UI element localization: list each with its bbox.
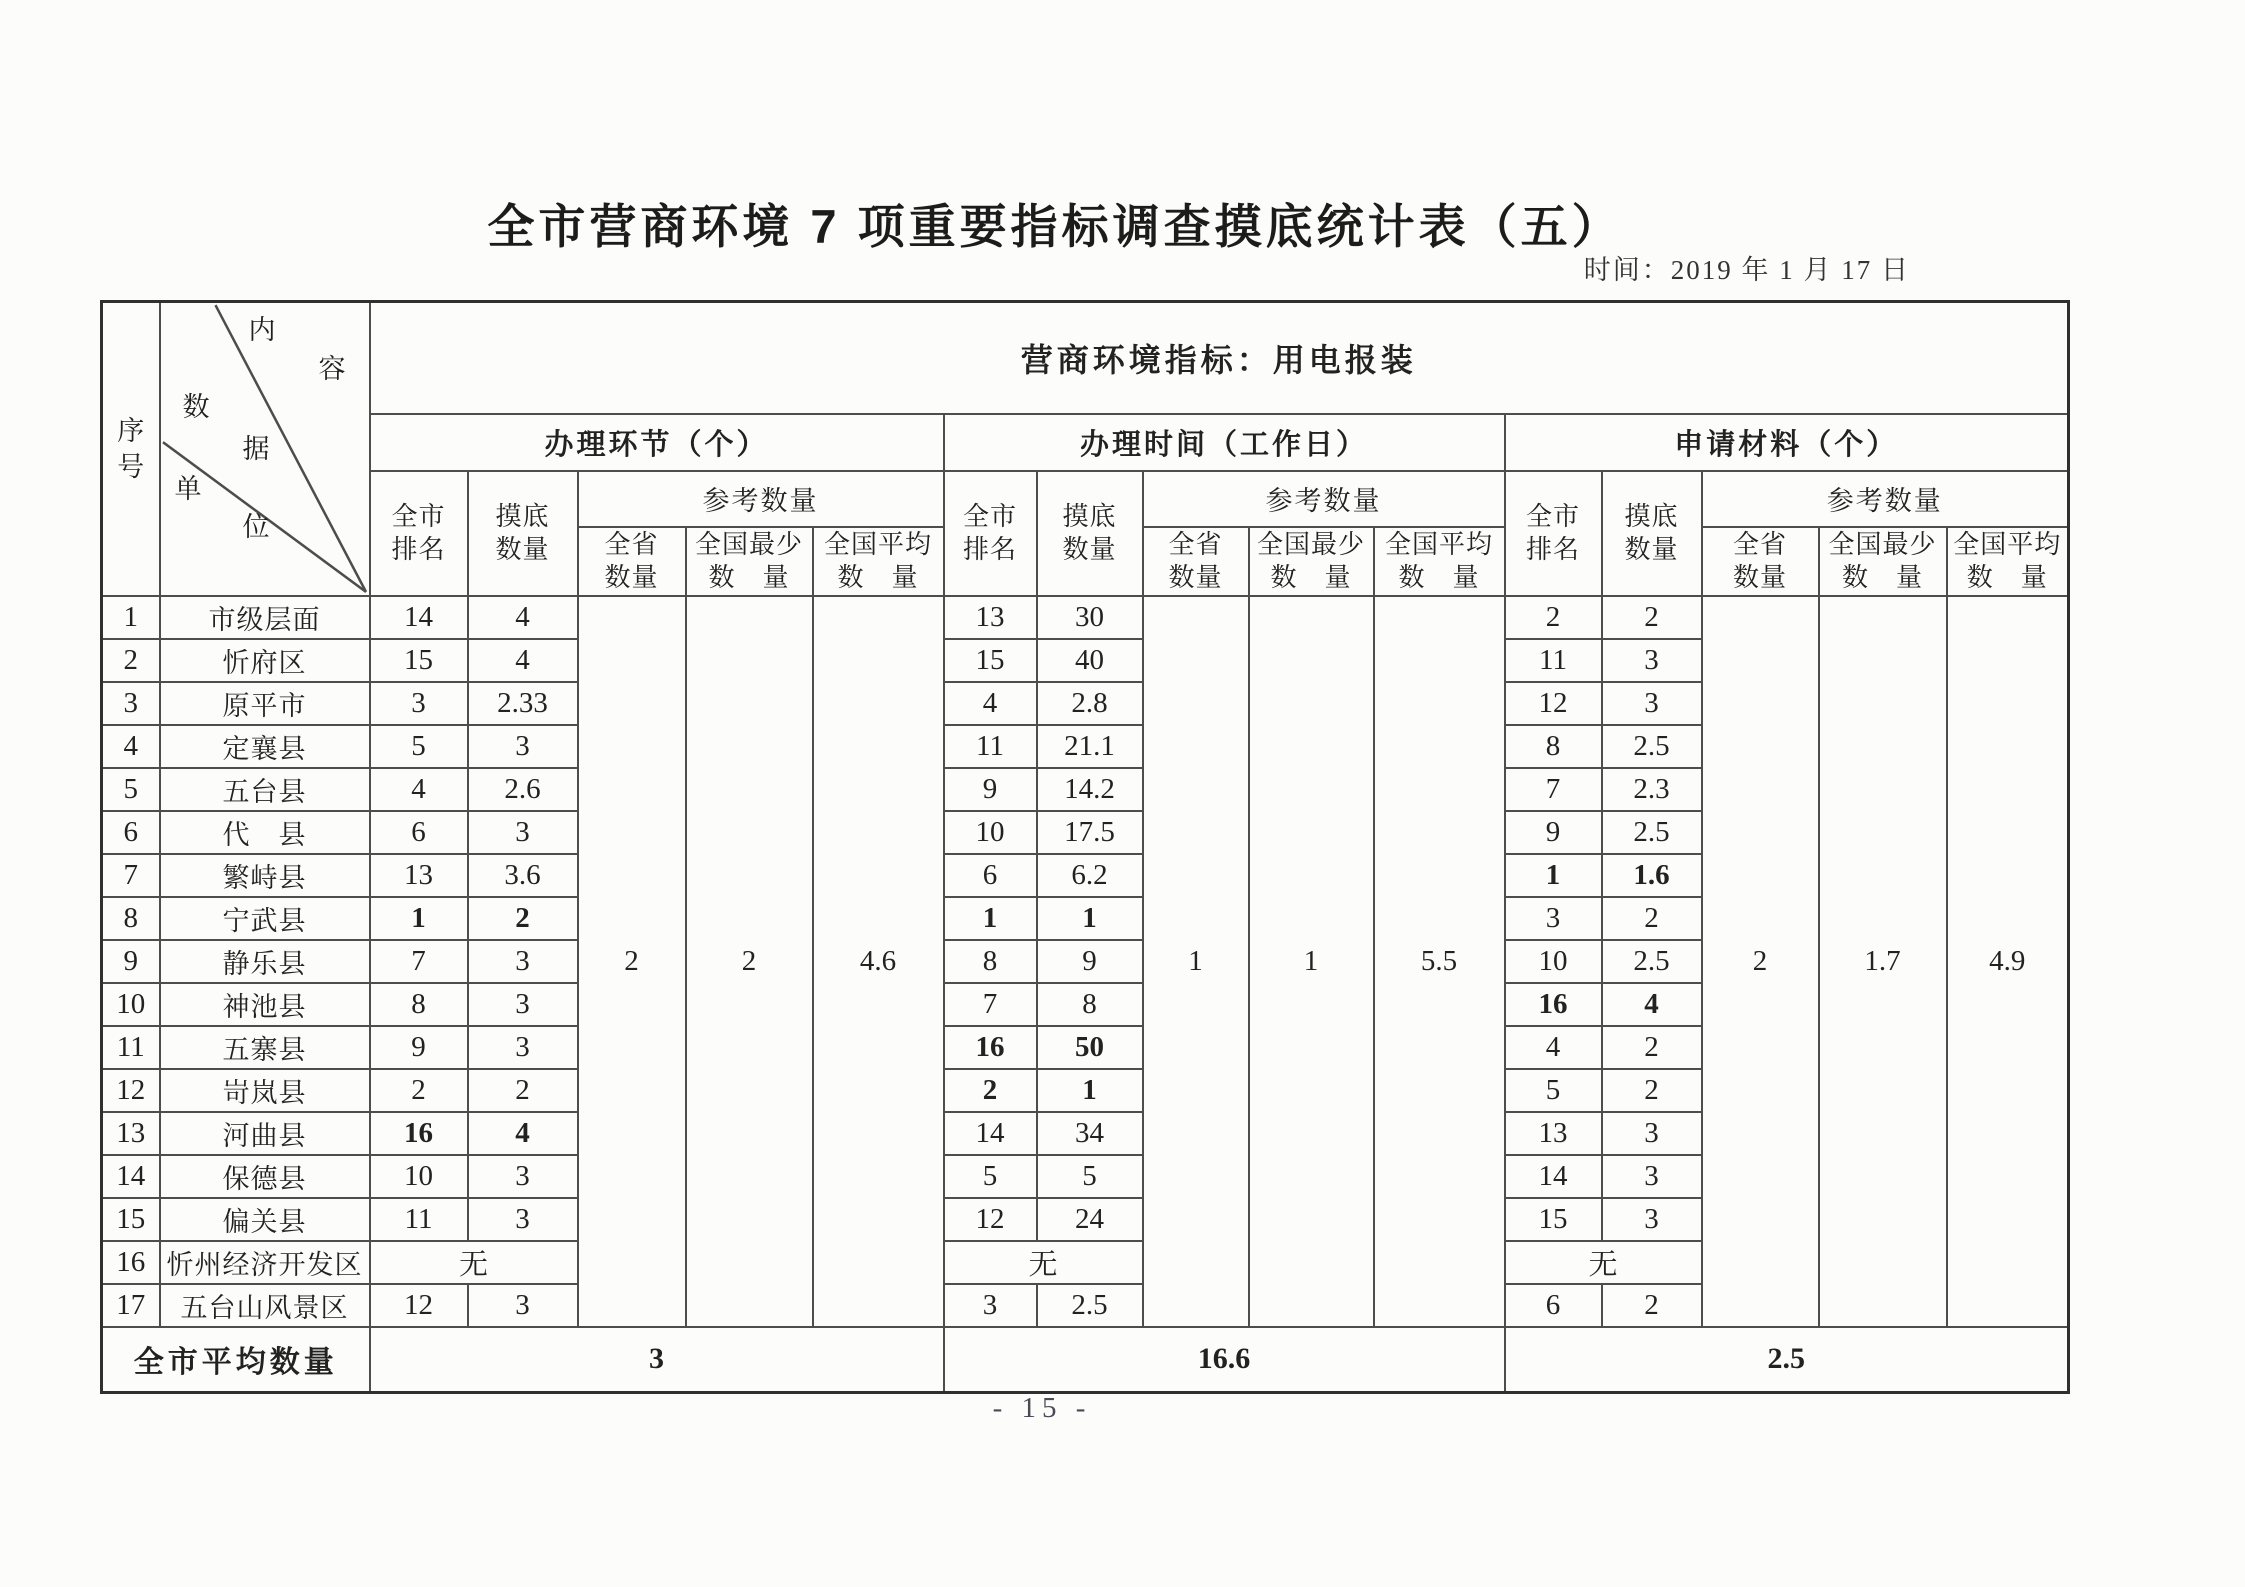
- survey-cell: 3: [468, 1155, 578, 1198]
- rank-cell: 12: [1505, 682, 1602, 725]
- rank-cell: 2: [1505, 596, 1602, 639]
- group1-title: 办理环节（个）: [370, 414, 944, 471]
- survey-cell: 2.8: [1037, 682, 1143, 725]
- survey-cell: 17.5: [1037, 811, 1143, 854]
- document-date: 时间：2019 年 1 月 17 日: [1583, 255, 1910, 285]
- group3-reference-header: 参考数量: [1702, 471, 2069, 527]
- survey-cell: 2: [1602, 897, 1702, 940]
- label-line: 全市: [962, 500, 1017, 531]
- rank-cell: 13: [944, 596, 1037, 639]
- group3-rank-header: [1505, 471, 1602, 597]
- unit-cell: 保德县: [160, 1155, 370, 1198]
- survey-cell: 6.2: [1037, 854, 1143, 897]
- unit-cell: 偏关县: [160, 1198, 370, 1241]
- group3-average: 2.5: [1505, 1327, 2069, 1392]
- label-line: 数 量: [1270, 562, 1352, 593]
- label-line: 数量: [1062, 534, 1117, 565]
- rank-cell: 6: [1505, 1284, 1602, 1327]
- rank-cell: 15: [1505, 1198, 1602, 1241]
- survey-cell: 5: [1037, 1155, 1143, 1198]
- label-line: 全国平均: [1953, 528, 2062, 559]
- unit-cell: 原平市: [160, 682, 370, 725]
- rank-cell: 12: [370, 1284, 468, 1327]
- header-row-group-titles: [102, 414, 2069, 471]
- label-line: 全市: [391, 500, 446, 531]
- rank-cell: 1: [1505, 854, 1602, 897]
- survey-cell: 4: [1602, 983, 1702, 1026]
- rank-cell: 16: [370, 1112, 468, 1155]
- seq-cell: 9: [102, 940, 160, 983]
- label-line: 全市: [1525, 500, 1580, 531]
- label-line: 数 量: [708, 562, 790, 593]
- rank-cell: 11: [944, 725, 1037, 768]
- group2-national-min-header: [1249, 527, 1374, 597]
- corner-diagonal-header: [160, 302, 370, 597]
- rank-cell: 5: [1505, 1069, 1602, 1112]
- survey-cell: 8: [1037, 983, 1143, 1026]
- seq-cell: 13: [102, 1112, 160, 1155]
- rank-cell: 14: [370, 596, 468, 639]
- rank-cell: 4: [1505, 1026, 1602, 1069]
- header-row-reference: [102, 471, 2069, 527]
- survey-cell: 3: [1602, 1112, 1702, 1155]
- ref-cell: 2: [686, 596, 813, 1327]
- label-line: 摸底: [1062, 500, 1117, 531]
- ref-cell: 1: [1249, 596, 1374, 1327]
- unit-cell: 五台县: [160, 768, 370, 811]
- survey-cell: 2: [468, 897, 578, 940]
- survey-cell: 3: [1602, 639, 1702, 682]
- diag-label: 容: [318, 354, 346, 384]
- rank-cell: 7: [1505, 768, 1602, 811]
- seq-cell: 11: [102, 1026, 160, 1069]
- rank-cell: 3: [1505, 897, 1602, 940]
- survey-cell: 2.5: [1602, 725, 1702, 768]
- label-line: 数量: [1168, 562, 1223, 593]
- label-line: 数量: [495, 534, 550, 565]
- seq-cell: 2: [102, 639, 160, 682]
- label-line: 数量: [1624, 534, 1679, 565]
- label-line: 摸底: [495, 500, 550, 531]
- label-line: 数 量: [837, 562, 919, 593]
- group2-survey-header: [1037, 471, 1143, 597]
- group3-title: 申请材料（个）: [1505, 414, 2069, 471]
- rank-cell: 2: [370, 1069, 468, 1112]
- ref-cell: 2: [578, 596, 686, 1327]
- group3-national-min-header: [1819, 527, 1947, 597]
- survey-cell: 3: [468, 983, 578, 1026]
- unit-cell: 宁武县: [160, 897, 370, 940]
- label-line: 数 量: [1841, 562, 1923, 593]
- group2-title: 办理时间（工作日）: [944, 414, 1505, 471]
- group1-national-min-header: [686, 527, 813, 597]
- seq-cell: 5: [102, 768, 160, 811]
- rank-cell: 15: [370, 639, 468, 682]
- group2-reference-header: 参考数量: [1143, 471, 1505, 527]
- survey-cell: 34: [1037, 1112, 1143, 1155]
- unit-cell: 定襄县: [160, 725, 370, 768]
- seq-char: 序: [117, 415, 145, 446]
- diag-label: 内: [248, 315, 276, 345]
- seq-cell: 14: [102, 1155, 160, 1198]
- rank-cell: 14: [1505, 1155, 1602, 1198]
- indicator-banner: 营商环境指标：用电报装: [370, 302, 2069, 414]
- survey-cell: 30: [1037, 596, 1143, 639]
- seq-cell: 16: [102, 1241, 160, 1284]
- survey-cell: 2.5: [1037, 1284, 1143, 1327]
- unit-cell: 忻州经济开发区: [160, 1241, 370, 1284]
- rank-cell: 2: [944, 1069, 1037, 1112]
- group1-rank-header: [370, 471, 468, 597]
- seq-char: 号: [117, 452, 145, 483]
- label-line: 排名: [391, 534, 446, 565]
- survey-cell: 40: [1037, 639, 1143, 682]
- none-cell: 无: [370, 1241, 578, 1284]
- seq-cell: 3: [102, 682, 160, 725]
- group3-province-header: [1702, 527, 1819, 597]
- survey-cell: 24: [1037, 1198, 1143, 1241]
- rank-cell: 9: [944, 768, 1037, 811]
- seq-cell: 15: [102, 1198, 160, 1241]
- rank-cell: 3: [944, 1284, 1037, 1327]
- diag-label: 数: [182, 392, 210, 422]
- rank-cell: 7: [370, 940, 468, 983]
- rank-cell: 9: [370, 1026, 468, 1069]
- group2-province-header: [1143, 527, 1249, 597]
- label-line: 全省: [1168, 528, 1223, 559]
- rank-cell: 10: [1505, 940, 1602, 983]
- rank-cell: 8: [1505, 725, 1602, 768]
- rank-cell: 10: [370, 1155, 468, 1198]
- ref-cell: 5.5: [1374, 596, 1505, 1327]
- rank-cell: 14: [944, 1112, 1037, 1155]
- seq-cell: 12: [102, 1069, 160, 1112]
- group1-reference-header: 参考数量: [578, 471, 944, 527]
- group2-rank-header: [944, 471, 1037, 597]
- unit-cell: 代 县: [160, 811, 370, 854]
- seq-cell: 17: [102, 1284, 160, 1327]
- rank-cell: 11: [1505, 639, 1602, 682]
- rank-cell: 13: [1505, 1112, 1602, 1155]
- survey-cell: 3: [468, 811, 578, 854]
- survey-cell: 1: [1037, 1069, 1143, 1112]
- survey-cell: 2.33: [468, 682, 578, 725]
- survey-cell: 2: [468, 1069, 578, 1112]
- corner-seq-header: [102, 302, 160, 597]
- survey-cell: 2: [1602, 1069, 1702, 1112]
- ref-cell: 1.7: [1819, 596, 1947, 1327]
- survey-cell: 2.6: [468, 768, 578, 811]
- diag-label: 位: [242, 512, 270, 542]
- label-line: 全国平均: [1384, 528, 1493, 559]
- rank-cell: 1: [370, 897, 468, 940]
- average-row: [102, 1327, 2069, 1392]
- statistics-table: [100, 300, 2070, 1394]
- group3-survey-header: [1602, 471, 1702, 597]
- survey-cell: 3: [468, 1026, 578, 1069]
- seq-cell: 8: [102, 897, 160, 940]
- survey-cell: 14.2: [1037, 768, 1143, 811]
- group1-survey-header: [468, 471, 578, 597]
- rank-cell: 16: [1505, 983, 1602, 1026]
- group3-national-avg-header: [1947, 527, 2069, 597]
- rank-cell: 6: [944, 854, 1037, 897]
- diag-label: 单: [174, 474, 202, 504]
- table-body: [102, 596, 2069, 1327]
- unit-cell: 五寨县: [160, 1026, 370, 1069]
- group2-national-avg-header: [1374, 527, 1505, 597]
- unit-cell: 神池县: [160, 983, 370, 1026]
- label-line: 摸底: [1624, 500, 1679, 531]
- seq-cell: 6: [102, 811, 160, 854]
- label-line: 全国最少: [694, 528, 803, 559]
- rank-cell: 3: [370, 682, 468, 725]
- rank-cell: 15: [944, 639, 1037, 682]
- group1-average: 3: [370, 1327, 944, 1392]
- survey-cell: 21.1: [1037, 725, 1143, 768]
- unit-cell: 五台山风景区: [160, 1284, 370, 1327]
- survey-cell: 3: [468, 940, 578, 983]
- rank-cell: 7: [944, 983, 1037, 1026]
- label-line: 全省: [1732, 528, 1787, 559]
- label-line: 全国最少: [1828, 528, 1937, 559]
- document-title: 全市营商环境 7 项重要指标调查摸底统计表（五）: [487, 200, 1623, 253]
- average-label: 全市平均数量: [102, 1327, 370, 1392]
- survey-cell: 1.6: [1602, 854, 1702, 897]
- group1-national-avg-header: [813, 527, 944, 597]
- rank-cell: 8: [370, 983, 468, 1026]
- survey-cell: 3: [468, 1198, 578, 1241]
- seq-cell: 4: [102, 725, 160, 768]
- survey-cell: 2.5: [1602, 940, 1702, 983]
- seq-cell: 1: [102, 596, 160, 639]
- unit-cell: 忻府区: [160, 639, 370, 682]
- survey-cell: 4: [468, 1112, 578, 1155]
- rank-cell: 1: [944, 897, 1037, 940]
- ref-cell: 4.6: [813, 596, 944, 1327]
- none-cell: 无: [944, 1241, 1143, 1284]
- label-line: 数 量: [1398, 562, 1480, 593]
- survey-cell: 2.3: [1602, 768, 1702, 811]
- ref-cell: 2: [1702, 596, 1819, 1327]
- rank-cell: 5: [370, 725, 468, 768]
- header-row-banner: [102, 302, 2069, 414]
- survey-cell: 2: [1602, 1284, 1702, 1327]
- label-line: 数量: [1732, 562, 1787, 593]
- rank-cell: 13: [370, 854, 468, 897]
- unit-cell: 岢岚县: [160, 1069, 370, 1112]
- label-line: 排名: [1525, 534, 1580, 565]
- table-row: [102, 596, 2069, 639]
- group1-province-header: [578, 527, 686, 597]
- survey-cell: 3.6: [468, 854, 578, 897]
- survey-cell: 3: [1602, 1198, 1702, 1241]
- survey-cell: 4: [468, 596, 578, 639]
- label-line: 数 量: [1966, 562, 2048, 593]
- survey-cell: 3: [468, 1284, 578, 1327]
- rank-cell: 8: [944, 940, 1037, 983]
- page-number: - 15 -: [992, 1392, 1092, 1424]
- rank-cell: 4: [370, 768, 468, 811]
- diag-label: 据: [242, 434, 270, 464]
- rank-cell: 12: [944, 1198, 1037, 1241]
- survey-cell: 50: [1037, 1026, 1143, 1069]
- rank-cell: 11: [370, 1198, 468, 1241]
- rank-cell: 4: [944, 682, 1037, 725]
- rank-cell: 16: [944, 1026, 1037, 1069]
- survey-cell: 1: [1037, 897, 1143, 940]
- ref-cell: 4.9: [1947, 596, 2069, 1327]
- label-line: 数量: [604, 562, 659, 593]
- ref-cell: 1: [1143, 596, 1249, 1327]
- label-line: 排名: [962, 534, 1017, 565]
- unit-cell: 静乐县: [160, 940, 370, 983]
- survey-cell: 3: [1602, 1155, 1702, 1198]
- label-line: 全国平均: [823, 528, 932, 559]
- seq-cell: 7: [102, 854, 160, 897]
- rank-cell: 5: [944, 1155, 1037, 1198]
- survey-cell: 9: [1037, 940, 1143, 983]
- none-cell: 无: [1505, 1241, 1702, 1284]
- group2-average: 16.6: [944, 1327, 1505, 1392]
- survey-cell: 2: [1602, 596, 1702, 639]
- label-line: 全国最少: [1256, 528, 1365, 559]
- label-line: 全省: [604, 528, 659, 559]
- survey-cell: 4: [468, 639, 578, 682]
- survey-cell: 3: [468, 725, 578, 768]
- rank-cell: 10: [944, 811, 1037, 854]
- survey-cell: 3: [1602, 682, 1702, 725]
- unit-cell: 繁峙县: [160, 854, 370, 897]
- survey-cell: 2.5: [1602, 811, 1702, 854]
- rank-cell: 9: [1505, 811, 1602, 854]
- survey-cell: 2: [1602, 1026, 1702, 1069]
- rank-cell: 6: [370, 811, 468, 854]
- unit-cell: 河曲县: [160, 1112, 370, 1155]
- seq-cell: 10: [102, 983, 160, 1026]
- unit-cell: 市级层面: [160, 596, 370, 639]
